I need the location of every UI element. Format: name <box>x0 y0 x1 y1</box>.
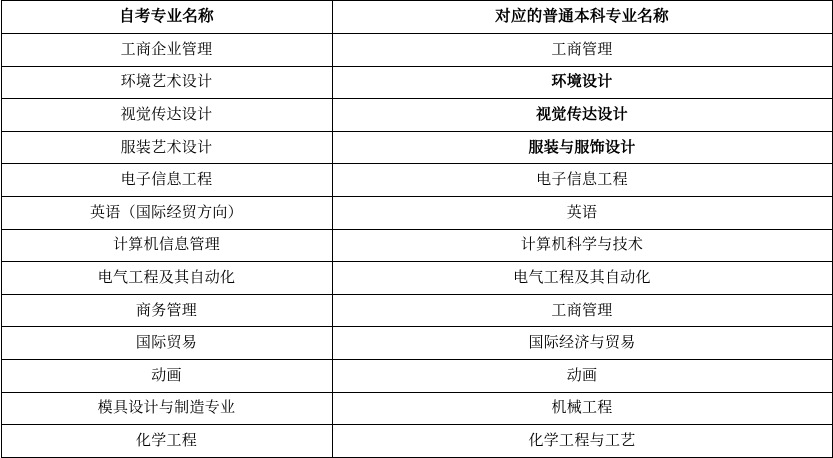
cell-self-study-major: 商务管理 <box>1 294 332 327</box>
table-row <box>1 164 832 197</box>
cell-self-study-major: 计算机信息管理 <box>1 229 332 262</box>
cell-undergraduate-major: 服装与服饰设计 <box>332 131 832 164</box>
table-row <box>1 425 832 458</box>
table-row <box>1 99 832 132</box>
table-header-row <box>1 1 832 34</box>
table-row <box>1 131 832 164</box>
cell-undergraduate-major: 计算机科学与技术 <box>332 229 832 262</box>
cell-self-study-major: 电气工程及其自动化 <box>1 262 332 295</box>
table-row <box>1 196 832 229</box>
table-header <box>1 1 832 34</box>
cell-undergraduate-major: 机械工程 <box>332 392 832 425</box>
table-row <box>1 392 832 425</box>
table-row <box>1 327 832 360</box>
cell-self-study-major: 电子信息工程 <box>1 164 332 197</box>
column-header-self-study-major: 自考专业名称 <box>1 1 332 34</box>
cell-self-study-major: 动画 <box>1 359 332 392</box>
cell-undergraduate-major: 国际经济与贸易 <box>332 327 832 360</box>
table-row <box>1 359 832 392</box>
cell-undergraduate-major: 英语 <box>332 196 832 229</box>
table-row <box>1 66 832 99</box>
table-row <box>1 294 832 327</box>
cell-self-study-major: 工商企业管理 <box>1 34 332 67</box>
cell-undergraduate-major: 环境设计 <box>332 66 832 99</box>
cell-undergraduate-major: 化学工程与工艺 <box>332 425 832 458</box>
table-body <box>1 34 832 458</box>
cell-self-study-major: 环境艺术设计 <box>1 66 332 99</box>
table-row <box>1 262 832 295</box>
cell-undergraduate-major: 动画 <box>332 359 832 392</box>
cell-undergraduate-major: 视觉传达设计 <box>332 99 832 132</box>
cell-self-study-major: 英语（国际经贸方向） <box>1 196 332 229</box>
column-header-undergraduate-major: 对应的普通本科专业名称 <box>332 1 832 34</box>
major-mapping-table <box>1 0 833 458</box>
cell-self-study-major: 模具设计与制造专业 <box>1 392 332 425</box>
cell-undergraduate-major: 电子信息工程 <box>332 164 832 197</box>
cell-undergraduate-major: 电气工程及其自动化 <box>332 262 832 295</box>
cell-undergraduate-major: 工商管理 <box>332 34 832 67</box>
table-row <box>1 34 832 67</box>
cell-self-study-major: 国际贸易 <box>1 327 332 360</box>
cell-self-study-major: 视觉传达设计 <box>1 99 332 132</box>
table-row <box>1 229 832 262</box>
cell-self-study-major: 化学工程 <box>1 425 332 458</box>
cell-undergraduate-major: 工商管理 <box>332 294 832 327</box>
cell-self-study-major: 服装艺术设计 <box>1 131 332 164</box>
